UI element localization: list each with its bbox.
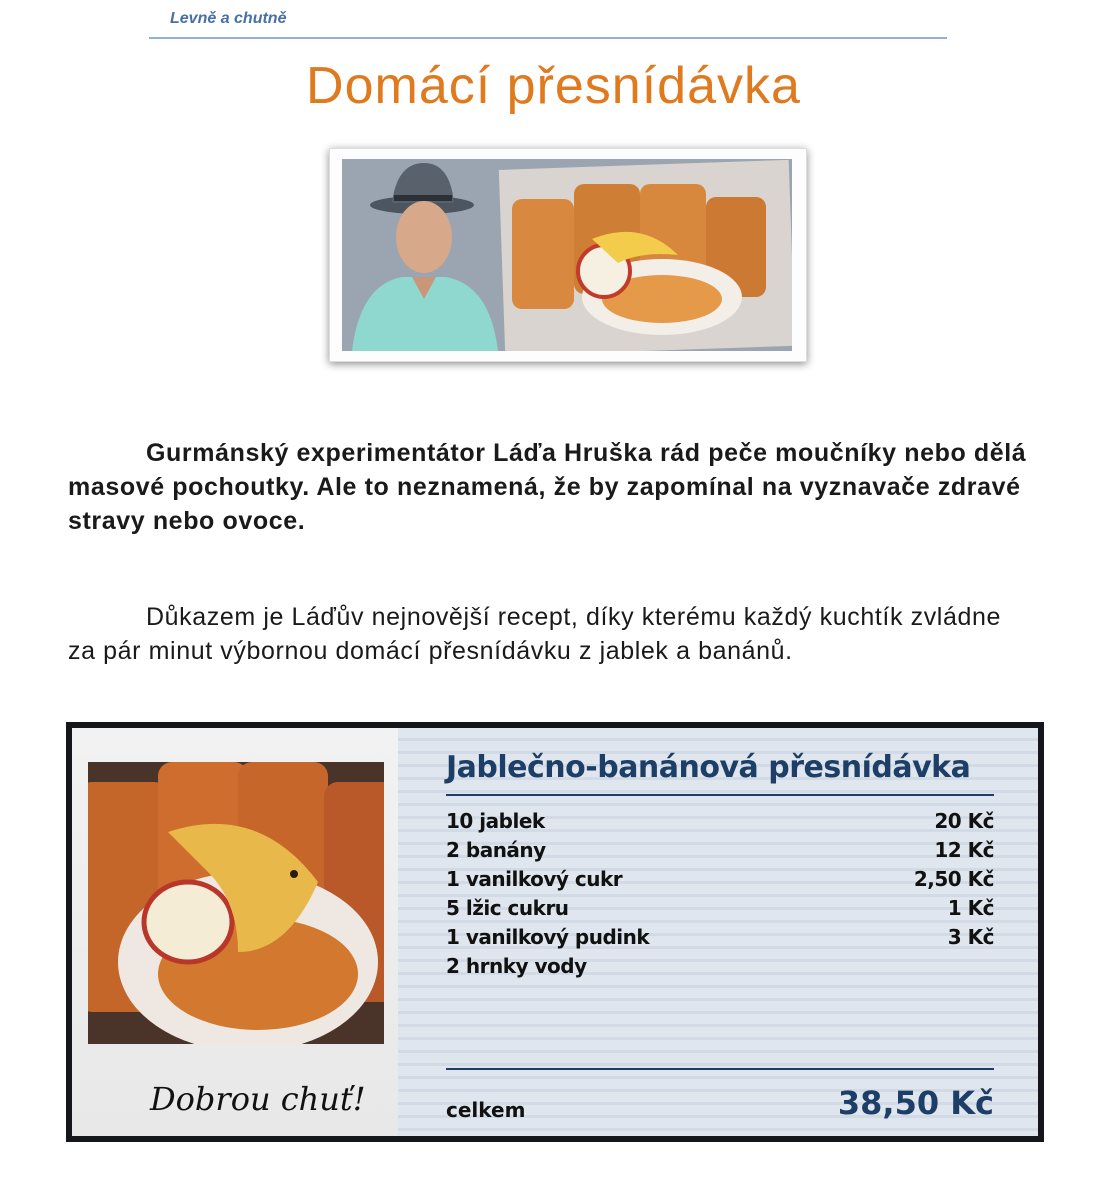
total-rule (446, 1068, 994, 1070)
title-rule (446, 794, 994, 796)
ingredient-name: 2 hrnky vody (446, 953, 587, 978)
ingredient-name: 5 lžic cukru (446, 895, 569, 920)
total-value: 38,50 Kč (837, 1084, 994, 1122)
ingredient-name: 2 banány (446, 837, 546, 862)
ingredient-list (446, 806, 994, 980)
ingredient-name: 1 vanilkový pudink (446, 924, 650, 949)
body-paragraph: Důkazem je Láďův nejnovější recept, díky kterému každý kuchtík zvládne za pár minut výbornou domácí přesnídávku z jablek a banánů. (68, 603, 1001, 665)
signature: Dobrou chuť! (150, 1080, 366, 1118)
chef-photo (329, 148, 807, 362)
recipe-title: Jablečno-banánová přesnídávka (446, 750, 971, 785)
ingredient-row (446, 864, 994, 893)
ingredient-name: 1 vanilkový cukr (446, 866, 623, 891)
ingredient-row (446, 951, 994, 980)
ingredient-row (446, 922, 994, 951)
ingredient-price: 12 Kč (934, 837, 994, 862)
ingredient-price: 1 Kč (947, 895, 994, 920)
header-rule (149, 37, 947, 39)
recipe-photo (88, 762, 384, 1044)
ingredient-row (446, 806, 994, 835)
page-title: Domácí přesnídávka (306, 57, 801, 115)
header-text: Levně a chutně (170, 10, 287, 27)
ingredient-price: 2,50 Kč (913, 866, 994, 891)
ingredient-row (446, 893, 994, 922)
recipe-details (398, 728, 1038, 1136)
recipe-card (66, 722, 1044, 1142)
total-label: celkem (446, 1098, 526, 1122)
ingredient-name: 10 jablek (446, 808, 545, 833)
ingredient-row (446, 835, 994, 864)
recipe-photo-panel (72, 728, 398, 1136)
intro-paragraph: Gurmánský experimentátor Láďa Hruška rád peče moučníky nebo dělá masové pochoutky. Ale to neznamená, že by zapomínal na vyznavače zdravé stravy nebo ovoce. (68, 439, 1027, 535)
ingredient-price: 20 Kč (934, 808, 994, 833)
ingredient-price: 3 Kč (947, 924, 994, 949)
